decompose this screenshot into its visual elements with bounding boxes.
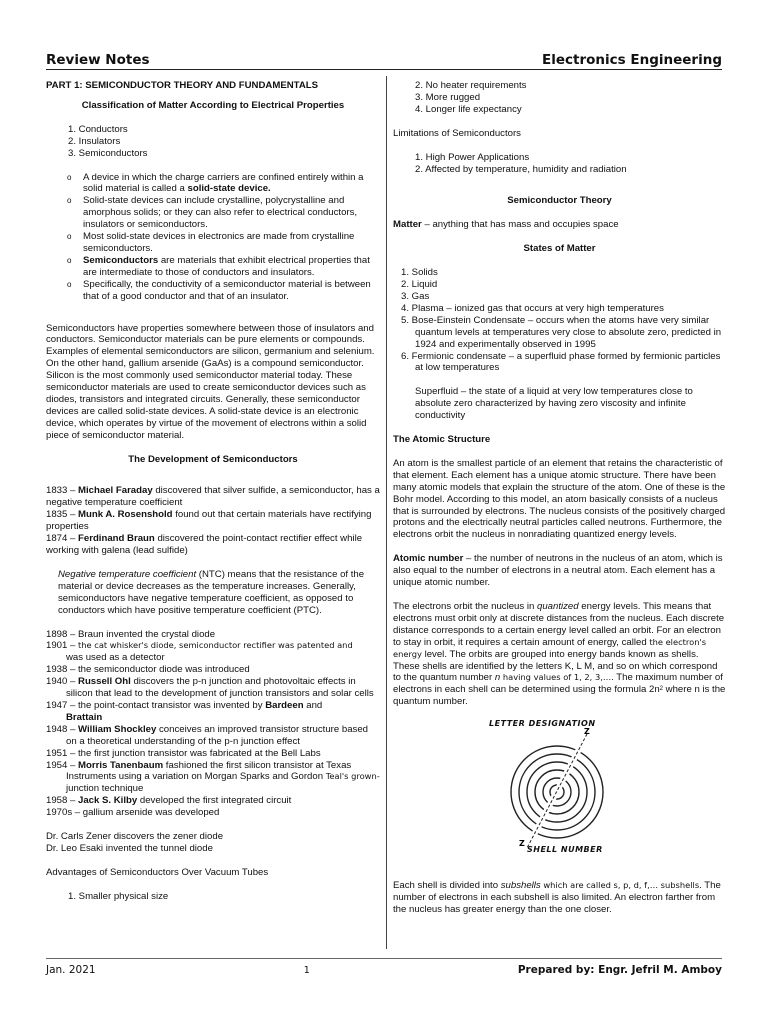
bullet-item: o Specifically, the conductivity of a semiconductor material is between that of a good conductor and that of an insulator. [67,278,371,302]
svg-text:Z: Z [584,727,590,737]
classification-list [46,124,380,160]
bullet-item: o Most solid-state devices in electronics are made from crystalline semiconductors. [67,231,355,254]
header-left: Review Notes [46,52,150,68]
limitations-title: Limitations of Semiconductors [393,127,521,139]
bullet-icon: o [67,232,72,242]
list-item: 2. Liquid [401,279,438,291]
matter-definition: Matter – anything that has mass and occupies space [393,219,619,231]
list-item: 3. Semiconductors [68,147,148,159]
advantages-list-continued [393,80,726,116]
list-item: 3. Gas [401,290,430,302]
history-1833: 1833 – Michael Faraday discovered that silver sulfide, a semiconductor, has a negative temperature coefficient [46,485,380,509]
history-1901: 1901 – the cat whisker's diode, semiconductor rectifier was patented and was used as a detector [46,640,353,664]
orbit-paragraph: The electrons orbit the nucleus in quantized energy levels. This means that electrons must orbit only at discrete distances from the nucleus. Each discrete distance corresponds to a certain energy level called an orbit. For an electron to stay in orbit, it requires a certain amount of energy, called the electron's energy level. The orbits are grouped into energy bands known as shells. These shells are identified by the letters K, L M, and so on which correspond to the quantum number n having values of 1, 2, 3,…. The maximum number of electrons in each shell can be determined using the formula $2n^2$ where n is the quantum number. [393,601,726,708]
zener-note: Dr. Carls Zener discovers the zener diode [46,831,224,843]
bullet-item: o A device in which the charge carriers are confined entirely within a solid material is called a solid-state device. [67,171,364,195]
subshell-paragraph: Each shell is divided into subshells which are called s, p, d, f,… subshells. The number of electrons in each subshell is also limited. An electron farther from the nucleus has greater energy than the one closer. [393,880,721,915]
history-1938: 1938 – the semiconductor diode was introduced [46,664,250,676]
list-item: 1. High Power Applications [415,151,530,163]
list-item: 6. Fermionic condensate – a superfluid phase formed by fermionic particles at low temperatures [401,350,721,374]
list-item: 2. Affected by temperature, humidity and radiation [415,163,627,175]
svg-text:Z: Z [519,839,525,849]
list-item: 5. Bose-Einstein Condensate – occurs when the atoms have very similar quantum levels at temperatures very close to absolute zero, predicted in 1924 and experimentally observed in 1995 [401,314,722,350]
esaki-note: Dr. Leo Esaki invented the tunnel diode [46,842,213,854]
shell-number-label: SHELL NUMBER [527,845,603,855]
history-1970s: 1970s – gallium arsenide was developed [46,807,220,819]
list-item: 3. More rugged [415,91,481,103]
list-item: 4. Plasma – ionized gas that occurs at very high temperatures [401,302,664,314]
footer-author: Prepared by: Engr. Jefril M. Amboy [517,964,722,976]
history-1835: 1835 – Munk A. Rosenshold found out that certain materials have rectifying properties [46,509,372,533]
states-list [393,267,726,374]
list-item: 2. No heater requirements [415,80,527,91]
history-1951: 1951 – the first junction transistor was fabricated at the Bell Labs [46,747,321,759]
bullet-icon: o [67,196,72,206]
list-item: 1. Smaller physical size [68,890,169,902]
letter-designation-label: LETTER DESIGNATION [489,719,596,729]
shell-spiral-figure [481,720,631,860]
footer-date: Jan. 2021 [46,964,96,976]
list-item: 2. Insulators [68,135,121,147]
development-title: The Development of Semiconductors [128,453,298,465]
history-1940: 1940 – Russell Ohl discovers the p-n junction and photovoltaic effects in silicon that lead to the development of junction transistors and solar cells [46,676,374,700]
column-divider [386,76,387,949]
classification-title: Classification of Matter According to Electrical Properties [81,99,345,111]
ntc-definition: Negative temperature coefficient (NTC) means that the resistance of the material or device decreases as the temperature increases. Generally, semiconductors have negative temperature coefficient, as opposed to conductors which have positive temperature coefficient (PTC). [58,568,365,616]
shell-diagram [481,720,631,860]
history-1954: 1954 – Morris Tanenbaum fashioned the first silicon transistor at Texas Instruments using a variation on Morgan Sparks and Gordon Teal's grown-junction technique [46,759,380,795]
history-1948: 1948 – William Shockley conceives an improved transistor structure based on a theoretical understanding of the p-n junction effect [46,723,369,747]
atomic-paragraph: An atom is the smallest particle of an element that retains the characteristic of that element. Each element has a unique atomic structure. There have been many atomic models that explain the structure of the atom. One of these is the Bohr model. According to this model, an atom basically consists of a nucleus that is surrounded by electrons. The nucleus consists of the positively charged protons and the electrically neutral particles called neutrons. Furthermore, the electrons orbit the nucleus in nonradiating quantized energy levels. [393,457,726,541]
header-divider [46,69,722,70]
page-number: 1 [303,964,310,976]
theory-title: Semiconductor Theory [507,195,612,207]
atomic-number-definition: Atomic number – the number of neutrons in the nucleus of an atom, which is also equal to the number of electrons in a neutral atom. Each element has a unique atomic number. [393,553,723,589]
history-1958: 1958 – Jack S. Kilby developed the first integrated circuit [46,795,292,807]
intro-paragraph: Semiconductors have properties somewhere between those of insulators and conductors. Semiconductor materials can be pure elements or compounds. Examples of elemental semiconductors are silicon, germanium and selenium. On the other hand, gallium arsenide (GaAs) is a compound semiconductor. Silicon is the most commonly used semiconductor material today. These semiconductor materials are used to create semiconductor devices such as diodes, transistors and integrated circuits. Generally, these semiconductor devices are called solid-state devices. A solid-state device is an electronic device, which operates by virtue of the movement of electrons within a solid piece of semiconductor material. [46,322,375,441]
history-1874: 1874 – Ferdinand Braun discovered the point-contact rectifier effect while working with galena (lead sulfide) [46,533,363,556]
history-1947: 1947 – the point-contact transistor was invented by Bardeen and Brattain [46,699,323,723]
bullet-item: o Solid-state devices can include crystalline, polycrystalline and amorphous solids; or they can also refer to electrical conductors, insulators or semiconductors. [67,195,358,231]
list-item: 1. Conductors [68,123,128,135]
bullet-icon: o [67,279,72,289]
history-1898: 1898 – Braun invented the crystal diode [46,628,216,640]
atomic-structure-title: The Atomic Structure [393,434,491,446]
right-column [393,80,726,916]
bullet-icon: o [67,172,72,182]
advantages-title: Advantages of Semiconductors Over Vacuum Tubes [46,866,269,878]
bullet-icon: o [67,255,72,265]
header-right: Electronics Engineering [542,52,722,68]
footer-divider [46,958,722,959]
page-footer [46,964,722,976]
left-column [46,80,380,903]
page-header [46,44,722,68]
list-item: 4. Longer life expectancy [415,103,522,115]
bullet-item: o Semiconductors are materials that exhibit electrical properties that are intermediate to those of conductors and insulators. [67,254,370,278]
superfluid-definition: Superfluid – the state of a liquid at very low temperatures close to absolute zero characterized by having zero viscosity and infinite conductivity [415,386,693,422]
limitations-list [393,152,726,176]
states-title: States of Matter [523,243,596,255]
list-item: 1. Solids [401,267,438,279]
part-title: PART 1: SEMICONDUCTOR THEORY AND FUNDAMENTALS [46,80,319,91]
